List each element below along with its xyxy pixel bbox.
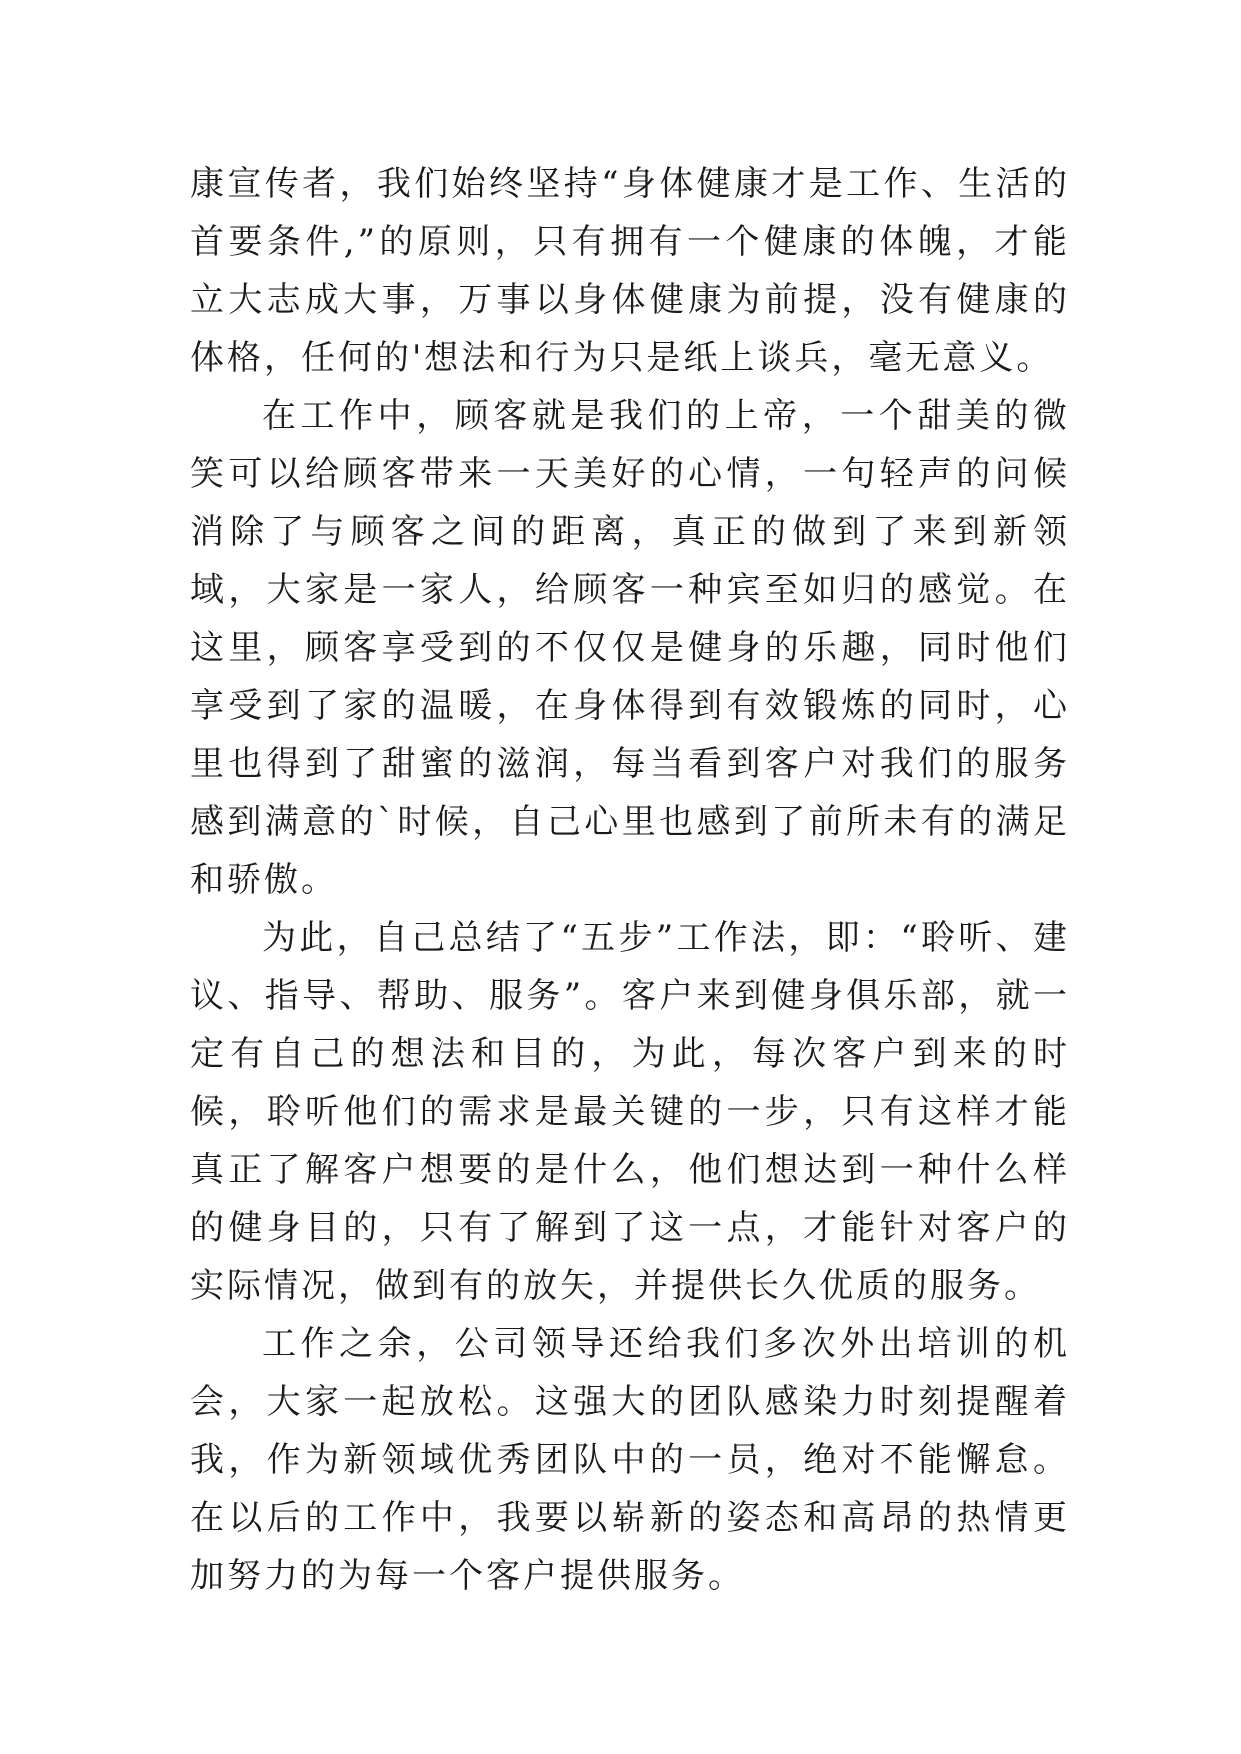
document-body xyxy=(190,155,1070,1605)
paragraph-3: 为此，自己总结了“五步”工作法，即：“聆听、建议、指导、帮助、服务”。客户来到健身俱乐部，就一定有自己的想法和目的，为此，每次客户到来的时候，聆听他们的需求是最关键的一步，只有这样才能真正了解客户想要的是什么，他们想达到一种什么样的健身目的，只有了解到了这一点，才能针对客户的实际情况，做到有的放矢，并提供长久优质的服务。 xyxy=(190,918,1070,1306)
paragraph-2: 在工作中，顾客就是我们的上帝，一个甜美的微笑可以给顾客带来一天美好的心情，一句轻声的问候消除了与顾客之间的距离，真正的做到了来到新领域，大家是一家人，给顾客一种宾至如归的感觉。在这里，顾客享受到的不仅仅是健身的乐趣，同时他们享受到了家的温暖，在身体得到有效锻炼的同时，心里也得到了甜蜜的滋润，每当看到客户对我们的服务感到满意的`时候，自己心里也感到了前所未有的满足和骄傲。 xyxy=(190,396,1070,900)
paragraph-1: 康宣传者，我们始终坚持“身体健康才是工作、生活的首要条件,”的原则，只有拥有一个健康的体魄，才能立大志成大事，万事以身体健康为前提，没有健康的体格，任何的'想法和行为只是纸上谈兵，毫无意义。 xyxy=(190,164,1070,378)
paragraph-4: 工作之余，公司领导还给我们多次外出培训的机会，大家一起放松。这强大的团队感染力时刻提醒着我，作为新领域优秀团队中的一员，绝对不能懈怠。在以后的工作中，我要以崭新的姿态和高昂的热情更加努力的为每一个客户提供服务。 xyxy=(190,1324,1070,1596)
